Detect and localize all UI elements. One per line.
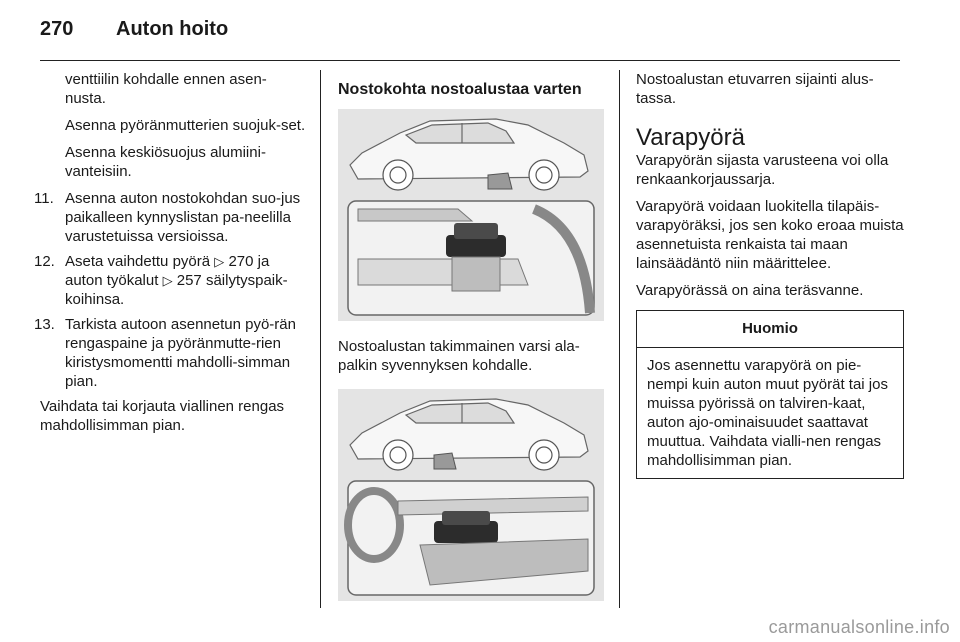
step-text: Asenna auton nostokohdan suo-jus paikalleen kynnyslistan pa-neelilla varustetuissa versioissa.: [65, 190, 301, 245]
paragraph: Asenna keskiösuojus alumiini-vanteisiin.: [65, 144, 266, 180]
column-divider: [320, 70, 321, 608]
arrow-right-icon[interactable]: ▷: [162, 273, 173, 288]
car-illustration: [338, 109, 604, 321]
paragraph: Varapyörän sijasta varusteena voi olla renkaankorjaussarja.: [636, 152, 889, 188]
step-number: 13.: [34, 316, 55, 333]
paragraph: Asenna pyöränmutterien suojuk-set.: [65, 117, 306, 134]
paragraph: Nostoalustan etuvarren sijainti alus-tassa.: [636, 71, 874, 107]
step-number: 12.: [34, 253, 55, 270]
step-item: [34, 315, 306, 391]
page-ref[interactable]: 257 säilytyspaik-koihinsa.: [65, 272, 288, 308]
note-title: Huomio: [637, 311, 903, 348]
column-divider: [619, 70, 620, 608]
continuation-text: venttiilin kohdalle ennen asen-nusta.: [65, 71, 267, 107]
page-ref[interactable]: 270 ja: [228, 253, 270, 270]
page-header: [0, 0, 960, 62]
paragraph: Varapyörässä on aina teräsvanne.: [636, 282, 864, 299]
column-2: [338, 70, 604, 601]
figure-caption: Nostoalustan takimmainen varsi ala-palkin syvennyksen kohdalle.: [338, 338, 580, 374]
header-rule: [40, 60, 900, 61]
step-item: [34, 252, 306, 309]
column-3: [636, 70, 904, 479]
paragraph: Varapyörä voidaan luokitella tilapäis-varapyöräksi, jos sen koko eroaa muista asennetuista renkaista tai maan lainsäädäntö niin määrittelee.: [636, 198, 904, 272]
lift-point-figure-rear: [338, 109, 604, 321]
column-1: [34, 70, 306, 443]
section-title: Varapyörä: [636, 124, 745, 151]
note-box: [636, 310, 904, 479]
step-text: Tarkista autoon asennetun pyö-rän rengaspaine ja pyöränmutte-rien kiristysmomentti mahdolli-simman pian.: [65, 316, 296, 390]
car-illustration: [338, 389, 604, 601]
chapter-title: Auton hoito: [116, 18, 229, 40]
section-heading: Nostokohta nostoalustaa varten: [338, 81, 582, 98]
step-item: [34, 189, 306, 246]
step-text: auton työkalut: [65, 272, 163, 289]
lift-point-figure-front: [338, 389, 604, 601]
note-text: Jos asennettu varapyörä on pie-nempi kuin auton muut pyörät tai jos muissa pyörissä on talviren-kaat, auton ajo-ominaisuudet saattavat muuttua. Vaihdata vialli-nen rengas mahdollisimman pian.: [647, 357, 888, 469]
page-number: 270: [40, 18, 74, 40]
watermark: carmanualsonline.info: [768, 617, 950, 637]
arrow-right-icon[interactable]: ▷: [214, 254, 225, 269]
step-number: 11.: [34, 190, 54, 207]
step-text: Aseta vaihdettu pyörä: [65, 253, 215, 270]
paragraph: Vaihdata tai korjauta viallinen rengas mahdollisimman pian.: [40, 398, 285, 434]
